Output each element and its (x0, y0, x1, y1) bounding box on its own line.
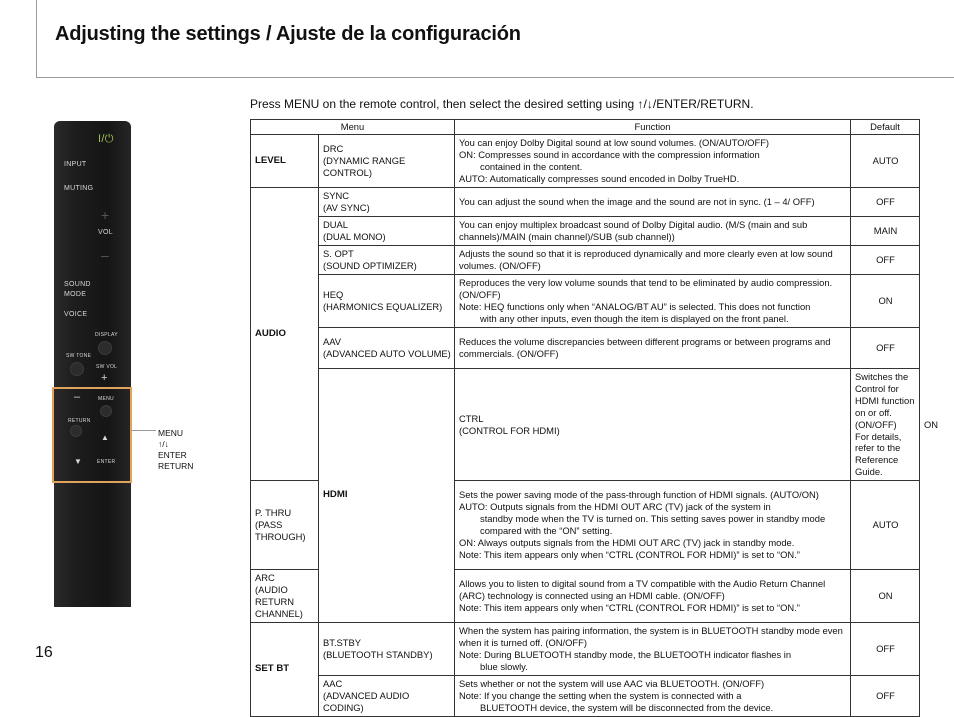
vol-plus-icon: + (101, 207, 110, 223)
default-value: MAIN (851, 217, 920, 246)
menu-item: P. THRU (PASS THROUGH) (251, 481, 319, 570)
page-title: Adjusting the settings / Ajuste de la configuración (55, 23, 521, 45)
function-cell: You can enjoy multiplex broadcast sound of Dolby Digital audio. (M/S (main and sub channels)/MAIN (main channel)/SUB (sub channel)) (455, 217, 851, 246)
remote-sound-label: SOUND (64, 281, 91, 288)
menu-item: BT.STBY (BLUETOOTH STANDBY) (319, 622, 455, 675)
header-horizontal-rule (36, 77, 954, 78)
table-row: HDMI CTRL (CONTROL FOR HDMI) Switches the Control for HDMI function on or off. (ON/OFF) For details, refer to the Reference Guide. ON (251, 369, 920, 481)
table-row (251, 135, 920, 188)
header-default: Default (851, 120, 920, 135)
table-row (251, 188, 920, 217)
down-arrow-icon: ▼ (74, 457, 83, 466)
remote-mode-label: MODE (64, 291, 87, 298)
function-cell: You can enjoy Dolby Digital sound at low sound volumes. (ON/AUTO/OFF) ON: Compresses sound in accordance with the compression information contained in the content. AUTO: Automatically compresses sound encoded in Dolby TrueHD. (455, 135, 851, 188)
table-row (251, 246, 920, 275)
header-function: Function (455, 120, 851, 135)
default-value: OFF (851, 188, 920, 217)
menu-item: SYNC (AV SYNC) (319, 188, 455, 217)
table-row (251, 328, 920, 369)
remote-display-label: DISPLAY (95, 332, 118, 338)
function-cell: When the system has pairing information, the system is in BLUETOOTH standby mode even when it is turned off. (ON/OFF) Note: During BLUETOOTH standby mode, the BLUETOOTH indicator flashes in blue slowly. (455, 622, 851, 675)
swtone-button-graphic (70, 362, 84, 376)
up-arrow-icon: ▲ (101, 433, 110, 442)
menu-item: AAC (ADVANCED AUDIO CODING) (319, 675, 455, 716)
menu-item: S. OPT (SOUND OPTIMIZER) (319, 246, 455, 275)
category-level: LEVEL (251, 135, 319, 188)
function-cell: You can adjust the sound when the image and the sound are not in sync. (1 – 4/ OFF) (455, 188, 851, 217)
remote-swtone-label: SW TONE (66, 353, 92, 359)
remote-return-label: RETURN (68, 418, 91, 424)
default-value: OFF (851, 246, 920, 275)
category-audio: AUDIO (251, 188, 319, 481)
remote-voice-label: VOICE (64, 311, 88, 318)
function-cell: Sets the power saving mode of the pass-through function of HDMI signals. (AUTO/ON) AUTO: Outputs signals from the HDMI OUT ARC (TV) jack of the system in standby mode when the TV is turned on. This setting saves power in standby mode compared with the “ON” setting. ON: Always outputs signals from the HDMI OUT ARC (TV) jack in standby mode. Note: This item appears only when “CTRL (CONTROL FOR HDMI)” is set to “ON.” (455, 481, 851, 570)
table-row (251, 622, 920, 675)
default-value: OFF (851, 675, 920, 716)
menu-item: CTRL (CONTROL FOR HDMI) (455, 369, 851, 481)
default-value: ON (851, 570, 920, 623)
display-button-graphic (98, 341, 112, 355)
category-setbt: SET BT (251, 622, 319, 716)
function-cell: Allows you to listen to digital sound from a TV compatible with the Audio Return Channel (ARC) technology is connected using an HDMI cable. (ON/OFF) Note: This item appears only when “CTRL (CONTROL FOR HDMI)” is set to “ON.” (455, 570, 851, 623)
remote-input-label: INPUT (64, 161, 87, 168)
menu-item: DRC (DYNAMIC RANGE CONTROL) (319, 135, 455, 188)
function-cell: Sets whether or not the system will use AAC via BLUETOOTH. (ON/OFF) Note: If you change the setting when the system is connected with a BLUETOOTH device, the system will be disconnected from the device. (455, 675, 851, 716)
annotation-arrows: ↑/↓ (158, 439, 169, 449)
function-cell: Reduces the volume discrepancies between different programs or between programs and commercials. (ON/OFF) (455, 328, 851, 369)
swvol-minus-icon: – (74, 391, 81, 403)
remote-enter-label: ENTER (97, 459, 116, 465)
vol-minus-icon: – (101, 247, 110, 263)
power-label: I/⏻ (98, 133, 114, 145)
default-value: AUTO (851, 481, 920, 570)
default-value: OFF (851, 622, 920, 675)
table-row (251, 675, 920, 716)
default-value: AUTO (851, 135, 920, 188)
header-menu: Menu (251, 120, 455, 135)
remote-control-illustration (54, 121, 131, 607)
category-hdmi: HDMI (319, 369, 455, 623)
menu-item: ARC (AUDIO RETURN CHANNEL) (251, 570, 319, 623)
function-cell: Switches the Control for HDMI function on or off. (ON/OFF) For details, refer to the Reference Guide. (851, 369, 920, 481)
page-number: 16 (35, 644, 53, 661)
default-value: ON (851, 275, 920, 328)
settings-table (250, 119, 939, 717)
annotation-leader-line (131, 430, 156, 431)
swvol-plus-icon: + (101, 372, 108, 384)
annotation-menu: MENU (158, 428, 184, 438)
remote-menu-label: MENU (98, 396, 114, 402)
menu-item: AAV (ADVANCED AUTO VOLUME) (319, 328, 455, 369)
menu-item: DUAL (DUAL MONO) (319, 217, 455, 246)
table-header-row (251, 120, 920, 135)
remote-vol-label: VOL (98, 229, 113, 236)
remote-annotation (158, 428, 193, 472)
remote-swvol-label: SW VOL (96, 364, 118, 370)
remote-muting-label: MUTING (64, 185, 94, 192)
table-row (251, 217, 920, 246)
menu-item: HEQ (HARMONICS EQUALIZER) (319, 275, 455, 328)
function-cell: Adjusts the sound so that it is reproduced dynamically and more clearly even at low sound volumes. (ON/OFF) (455, 246, 851, 275)
annotation-return: RETURN (158, 461, 194, 471)
default-value: OFF (851, 328, 920, 369)
intro-text: Press MENU on the remote control, then select the desired setting using ↑/↓/ENTER/RETURN. (250, 97, 754, 111)
function-cell: Reproduces the very low volume sounds that tend to be eliminated by audio compression. (ON/OFF) Note: HEQ functions only when “ANALOG/BT AU” is selected. This does not function with any other inputs, even though the item is displayed on the front panel. (455, 275, 851, 328)
table-row (251, 275, 920, 328)
annotation-enter: ENTER (158, 450, 187, 460)
header-vertical-rule (36, 0, 37, 77)
remote-highlight-box (52, 387, 132, 483)
